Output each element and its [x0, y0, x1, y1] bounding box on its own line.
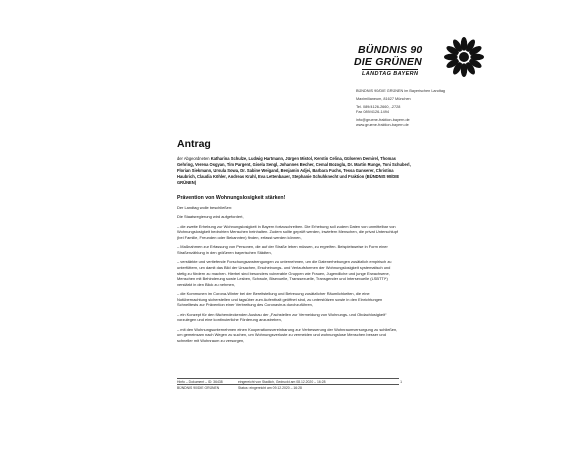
footer-doc-id: Hinfo – Dokument – ID: 36438: [177, 379, 223, 384]
fraction-address: [356, 89, 506, 128]
footer-party: BÜNDNIS 90/DIE GRÜNEN: [177, 385, 220, 390]
document-footer: [177, 378, 402, 390]
party-logo: [352, 36, 482, 86]
document-title: Antrag: [177, 138, 211, 150]
sunflower-icon: [443, 36, 485, 78]
body-paragraph: – die zweite Erhebung zur Wohnungslosigkeit in Bayern fortzuschreiben. Die Erhebung soll zudem Daten von unmittelbar von Wohnungslosigkeit bedrohten Menschen beinhalten. Zudem sollte geprüft werden, inwiefern Menschen, die privat Unterschlupf (bei Familie, Freunden oder Bekannten) finden, erfasst werden können,: [177, 223, 398, 240]
page-number: 1: [400, 379, 402, 384]
address-line: Maximilianeum, 81627 München: [356, 97, 411, 101]
authors-intro: der Abgeordneten: [177, 156, 210, 161]
footer-row: [177, 384, 399, 390]
motion-body: [177, 205, 399, 347]
body-paragraph: – mit den Wohnungsunternehmen einen Kooperationsvereinbarung zur Verbesserung der Wohnraumversorgung zu schließen, um gemeinsam nach Wegen zu suchen, um Wohnungsverluste zu vermeiden und wohnungslose Menschen besser und schneller mit Wohnraum zu versorgen,: [177, 326, 398, 343]
footer-status: Status: eingereicht am 09.12.2020 – 16:28: [238, 385, 302, 390]
body-paragraph: – die Kommunen im Corona-Winter bei der Bereitstellung und Betreuung zusätzlicher Räumlichkeiten, die eine Notübernachtung sicherstellen und tagsüber zum Aufenthalt geöffnet sind, zu unterstützen sowie in den Einrichtungen Schnelltests zur Prävention einer Verbreitung des Coronavirus durchzuführen,: [177, 291, 383, 308]
address-line: Tel. 089/4126-2660, -2728: [356, 105, 401, 109]
address-website: www.gruene-fraktion-bayern.de: [356, 123, 409, 127]
footer-submitted: eingereicht von Stadlich, Gedruckt am 08.12.2020 – 16:28: [238, 379, 326, 384]
address-line: Fax 089/4126-1494: [356, 110, 389, 114]
logo-line-3: LANDTAG BAYERN: [362, 71, 419, 77]
body-paragraph: Die Staatsregierung wird aufgefordert,: [177, 214, 244, 220]
address-line: BÜNDNIS 90/DIE GRÜNEN im Bayerischen Landtag: [356, 89, 446, 93]
body-paragraph: – ein Konzept für den flächendeckenden Ausbau der „Fachstellen zur Vermeidung von Wohnungs- und Obdachlosigkeit“ vorzulegen und eine kontinuierliche Förderung anzustreben,: [177, 311, 387, 323]
authors-names: Katharina Schulze, Ludwig Hartmann, Jürgen Mistol, Kerstin Celina, Gülseren Demirel, Thomas Gehring, Verena Osgyan, Tim Pargent, Gisela Sengl, Johannes Becher, Cemal Bozoglu, Dr. Martin Runge, Toni Schuberl, Florian Siekmann, Ursula Sowa, Dr. Sabine Weigand, Benjamin Adjei, Barbara Fuchs, Tessa Ganserer, Christina Haubrich, Claudia Köhler, Andreas Krahl, Eva Lettenbauer, Stephanie Schuhknecht und Fraktion (BÜNDNIS 90/DIE GRÜNEN): [177, 156, 411, 186]
authors-block: [177, 156, 412, 186]
logo-line-1: BÜNDNIS 90: [358, 44, 423, 56]
body-paragraph: Der Landtag wolle beschließen:: [177, 205, 233, 210]
address-email: info@gruene-fraktion-bayern.de: [356, 118, 410, 122]
logo-line-2: DIE GRÜNEN: [354, 56, 422, 68]
body-paragraph: – Maßnahmen zur Erfassung von Personen, die auf der Straße leben müssen, zu ergreifen. Beispielsweise in Form einer Straßenzählung in den größeren bayerischen Städten,: [177, 244, 388, 255]
motion-subtitle: Prävention von Wohnungslosigkeit stärken!: [177, 195, 286, 201]
body-paragraph: – verstärkte und vertiefende Forschungsanstrengungen zu unternehmen, um die Datenerhebungen zusätzlich empirisch zu unterfüttern, um damit das Bild der Ursachen, Erscheinungs- und Verlaufsformen der Wohnungslosigkeit systematisch und stetig zu fördern zu machen. Hierbei sind besonders vulnerable Gruppen wie Frauen, Jugendliche und junge Erwachsene, Menschen mit Behinderung sowie Lesben, Schwule, Bisexuelle, Transsexuelle, Transgender und Intersexuelle (LSBTTI*) verstärkt in den Blick zu nehmen,: [177, 259, 392, 287]
